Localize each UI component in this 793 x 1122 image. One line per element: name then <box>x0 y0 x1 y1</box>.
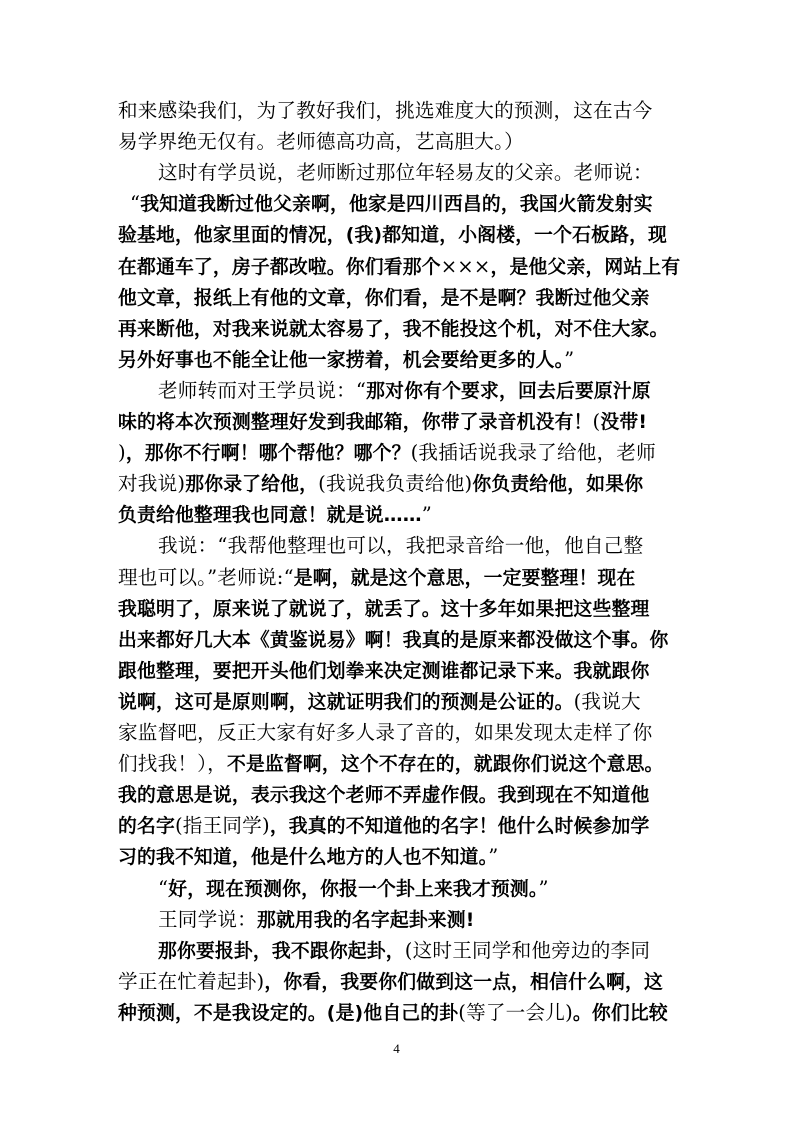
text-run: “ <box>158 876 169 900</box>
text-line <box>118 345 574 375</box>
text-run: ” <box>538 876 549 900</box>
bold-run: 再来断他，对我来说就太容易了，我不能投这个机，对不住大家。 <box>118 318 669 340</box>
text-line <box>118 656 649 686</box>
text-run: 和来感染我们，为了教好我们，挑选难度大的预测，这在古今 <box>118 99 653 122</box>
text-line <box>118 718 652 748</box>
bold-run: 我的意思是说，表示我这个老师不弄虚作假。我到现在不知道他 <box>118 785 650 807</box>
text-run: 我说：“我帮他整理也可以，我把录音给一他，他自己整 <box>158 534 644 558</box>
text-run: ” <box>421 503 432 527</box>
text-run: (我说大 <box>573 689 641 713</box>
text-run: ” <box>564 347 575 371</box>
page-number: 4 <box>393 1041 400 1056</box>
text-run: 们找我！）， <box>118 752 227 776</box>
text-run: ” <box>488 845 499 869</box>
text-line <box>118 687 641 717</box>
text-line <box>118 469 643 499</box>
bold-run: 他文章，报纸上有他的文章，你们看，是不是啊？我断过他父亲 <box>118 287 650 309</box>
bold-run: 种预测，不是我设定的。(是)他自己的卦 <box>118 1002 459 1024</box>
text-run: 学正在忙着起卦) <box>118 969 265 993</box>
text-run: (我插话说我录了给他，老师 <box>410 441 656 465</box>
text-line <box>118 252 680 282</box>
text-run: 家监督吧，反正大家有好多人录了音的，如果发现太走样了你 <box>118 721 653 744</box>
text-line <box>118 127 524 157</box>
text-line <box>118 998 668 1028</box>
text-run: ××× <box>440 254 491 278</box>
bold-run: 是啊，就是这个意思，一定要整理！现在 <box>293 567 636 589</box>
text-line <box>158 874 549 904</box>
text-run: “ <box>130 192 141 216</box>
bold-run: 在都通车了，房子都改啦。你们看那个 <box>118 256 441 278</box>
text-run: ( <box>592 410 601 433</box>
text-line <box>118 842 498 872</box>
text-line <box>118 625 668 655</box>
text-line <box>118 283 649 313</box>
text-line <box>158 905 475 935</box>
text-run: ) <box>118 441 126 465</box>
bold-run: ，是他父亲，网站上有 <box>490 256 681 278</box>
bold-run: 说啊，这可是原则啊，这就证明我们的预测是公证的。 <box>118 691 574 713</box>
text-line <box>118 967 663 997</box>
text-line <box>118 438 656 468</box>
bold-run: 另外好事也不能全让他一家捞着，机会要给更多的人。 <box>118 349 565 371</box>
bold-run: 的名字 <box>118 816 175 838</box>
bold-run: 那就用我的名字起卦来测! <box>256 909 475 931</box>
text-line <box>118 594 649 624</box>
text-run: 易学界绝无仅有。老师德高功高，艺高胆大。） <box>118 130 524 154</box>
text-line <box>158 376 651 406</box>
text-line <box>118 563 635 593</box>
bold-run: 好，现在预测你，你报一个卦上来我才预测。 <box>168 878 539 900</box>
text-run: 老师转而对王学员说：“ <box>158 378 367 402</box>
text-run: 理也可以。”老师说:“ <box>118 565 294 589</box>
text-run: (指王同学) <box>174 814 270 838</box>
text-line <box>118 780 649 810</box>
text-run: (等了一会儿) <box>458 1000 573 1024</box>
bold-run: 习的我不知道，他是什么地方的人也不知道。 <box>118 847 489 869</box>
bold-run: 不是监督啊，这个不存在的，就跟你们说这个意思。 <box>226 754 664 776</box>
text-line <box>118 500 432 530</box>
text-line <box>158 531 643 561</box>
bold-run: 你负责给他，如果你 <box>472 474 644 496</box>
bold-run: 出来都好几大本《黄鉴说易》啊！我真的是原来都没做这个事。你 <box>118 629 669 651</box>
text-line <box>118 749 664 779</box>
bold-run: 我知道我断过他父亲啊，他家是四川西昌的，我国火箭发射实 <box>140 194 653 216</box>
text-run: 王同学说： <box>158 907 257 931</box>
bold-run: 没带! <box>600 412 648 433</box>
bold-run: 。你们比较 <box>572 1002 668 1024</box>
text-line <box>130 189 653 219</box>
bold-run: ，我真的不知道他的名字！他什么时候参加学 <box>269 816 650 838</box>
bold-run: 验基地，他家里面的情况，(我)都知道，小阁楼，一个石板路，现 <box>118 225 668 247</box>
bold-run: 味的将本次预测整理好发到我邮箱，你带了录音机没有！ <box>118 412 593 433</box>
text-line <box>118 314 668 344</box>
bold-run: 那你要报卦，我不跟你起卦， <box>158 940 405 962</box>
text-line <box>118 220 667 250</box>
bold-run: 那你录了给他， <box>185 474 319 496</box>
bold-run: 跟他整理，要把开头他们划拳来决定测谁都记录下来。我就跟你 <box>118 660 650 682</box>
text-line <box>118 407 647 437</box>
text-line <box>118 811 649 841</box>
bold-run: ，你看，我要你们做到这一点，相信什么啊，这 <box>264 971 664 993</box>
bold-run: 负责给他整理我也同意！就是说…… <box>118 505 422 527</box>
text-run: (我说我负责给他) <box>318 472 473 496</box>
text-line <box>118 96 652 126</box>
bold-run: 我聪明了，原来说了就说了，就丢了。这十多年如果把这些整理 <box>118 598 650 620</box>
bold-run: 那对你有个要求，回去后要原汁原 <box>366 380 651 402</box>
text-run: 这时有学员说，老师断过那位年轻易友的父亲。老师说： <box>158 161 653 185</box>
bold-run: ，那你不行啊！哪个帮他？哪个？ <box>125 443 411 465</box>
text-line <box>158 936 650 966</box>
text-run: 对我说) <box>118 472 186 496</box>
text-run: (这时王同学和他旁边的李同 <box>404 938 651 962</box>
text-line <box>158 158 653 188</box>
